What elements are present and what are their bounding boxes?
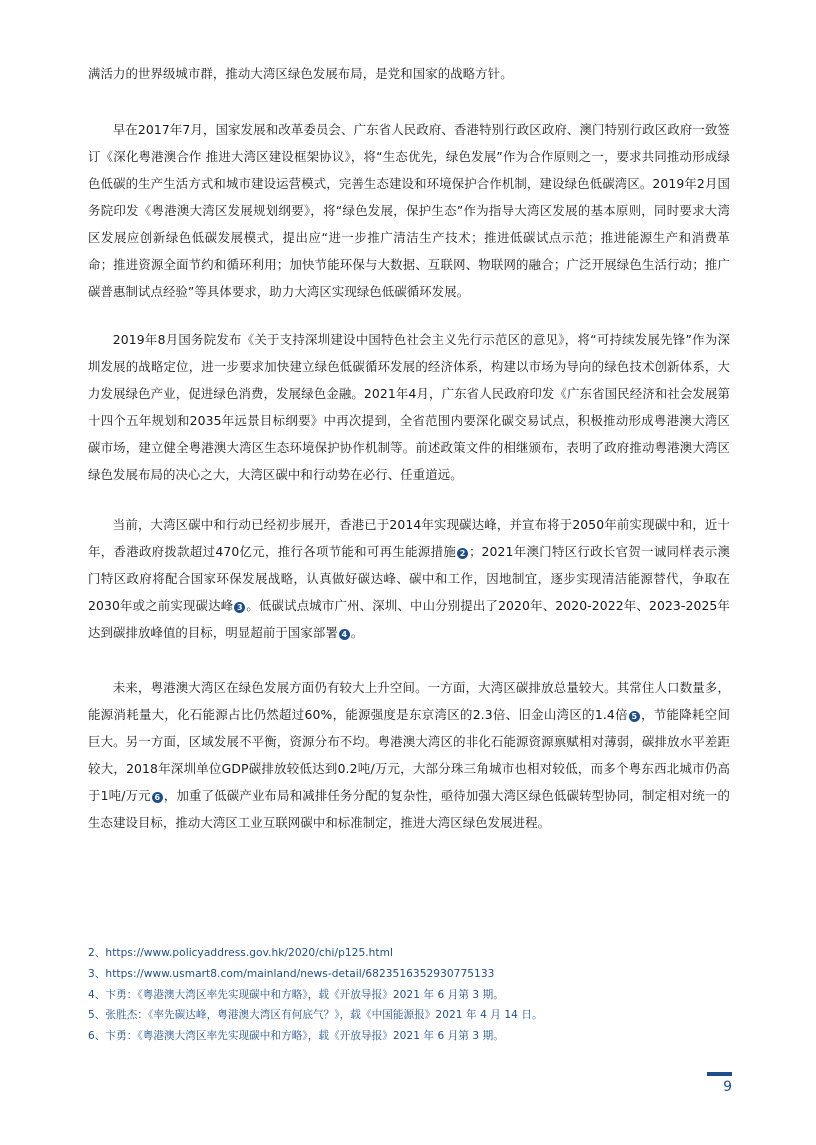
paragraph-text: 。低碳试点城市广州、深圳、中山分别提出了2020年、2020-2022年、2023-2025年达到碳排放峰值的目标，明显超前于国家部署 <box>88 598 730 640</box>
footnotes <box>88 943 728 1047</box>
footnote: 4、卞勇：《粤港澳大湾区率先实现碳中和方略》，载《开放导报》2021 年 6 月第 3 期。 <box>88 988 504 1001</box>
footnote-marker[interactable]: 6 <box>152 792 163 803</box>
paragraph-text: ，节能降耗空间巨大。另一方面，区域发展不平衡，资源分布不均。粤港澳大湾区的非化石能源资源禀赋相对薄弱，碳排放水平差距较大，2018年深圳单位GDP碳排放较低达到0.2吨/万元，大部分珠三角城市也相对较低，而多个粤东西北城市仍高于1吨/万元 <box>88 707 730 803</box>
paragraph-text: ；2021年澳门特区行政长官贺一诚同样表示澳门特区政府将配合国家环保发展战略，认真做好碳达峰、碳中和工作，因地制宜，逐步实现清洁能源替代，争取在2030年或之前实现碳达峰 <box>88 544 730 613</box>
footnote: 6、卞勇：《粤港澳大湾区率先实现碳中和方略》，载《开放导报》2021 年 6 月第 3 期。 <box>88 1030 504 1043</box>
paragraph-text: ，加重了低碳产业布局和减排任务分配的复杂性，亟待加强大湾区绿色低碳转型协同，制定相对统一的生态建设目标，推动大湾区工业互联网碳中和标准制定，推进大湾区绿色发展进程。 <box>88 788 730 830</box>
paragraph-text: 。 <box>350 625 364 640</box>
footnote-marker[interactable]: 4 <box>339 629 350 640</box>
paragraph <box>88 326 730 488</box>
footnote-marker[interactable]: 2 <box>457 548 468 559</box>
footnote[interactable]: 2、https://www.policyaddress.gov.hk/2020/chi/p125.html <box>88 947 393 959</box>
paragraph <box>88 674 730 836</box>
paragraph <box>88 60 730 87</box>
paragraph <box>88 116 730 305</box>
paragraph-text: 未来，粤港澳大湾区在绿色发展方面仍有较大上升空间。一方面，大湾区碳排放总量较大。其常住人口数量多，能源消耗量大，化石能源占比仍然超过60%，能源强度是东京湾区的2.3倍、旧金山湾区的1.4倍 <box>88 680 730 722</box>
paragraph-text: 当前，大湾区碳中和行动已经初步展开，香港已于2014年实现碳达峰，并宣布将于2050年前实现碳中和，近十年，香港政府拨款超过470亿元，推行各项节能和可再生能源措施 <box>88 517 730 559</box>
paragraph-text: 2019年8月国务院发布《关于支持深圳建设中国特色社会主义先行示范区的意见》，将“可持续发展先锋”作为深圳发展的战略定位，进一步要求加快建立绿色低碳循环发展的经济体系，构建以市场为导向的绿色技术创新体系，大力发展绿色产业，促进绿色消费，发展绿色金融。2021年4月，广东省人民政府印发《广东省国民经济和社会发展第十四个五年规划和2035年远景目标纲要》中再次提到，全省范围内要深化碳交易试点，积极推动形成粤港澳大湾区碳市场，建立健全粤港澳大湾区生态环境保护协作机制等。前述政策文件的相继颁布，表明了政府推动粤港澳大湾区绿色发展布局的决心之大，大湾区碳中和行动势在必行、任重道远。 <box>88 332 730 482</box>
footnote-marker[interactable]: 3 <box>234 602 245 613</box>
footnote: 5、张胜杰：《率先碳达峰，粤港澳大湾区有何底气？》，载《中国能源报》2021 年 4 月 14 日。 <box>88 1009 543 1022</box>
paragraph-text: 早在2017年7月，国家发展和改革委员会、广东省人民政府、香港特别行政区政府、澳门特别行政区政府一致签订《深化粤港澳合作 推进大湾区建设框架协议》，将“生态优先，绿色发展”作为合作原则之一，要求共同推动形成绿色低碳的生产生活方式和城市建设运营模式，完善生态建设和环境保护合作机制，建设绿色低碳湾区。2019年2月国务院印发《粤港澳大湾区发展规划纲要》，将“绿色发展，保护生态”作为指导大湾区发展的基本原则，同时要求大湾区发展应创新绿色低碳发展模式，提出应“进一步推广清洁生产技术；推进低碳试点示范；推进能源生产和消费革命；推进资源全面节约和循环利用；加快节能环保与大数据、互联网、物联网的融合；广泛开展绿色生活行动；推广碳普惠制试点经验”等具体要求，助力大湾区实现绿色低碳循环发展。 <box>88 122 730 299</box>
paragraph-text: 满活力的世界级城市群，推动大湾区绿色发展布局，是党和国家的战略方针。 <box>88 66 513 81</box>
footnote-marker[interactable]: 5 <box>629 711 640 722</box>
page-number: 9 <box>723 1079 732 1095</box>
footnote[interactable]: 3、https://www.usmart8.com/mainland/news-detail/6823516352930775133 <box>88 967 495 980</box>
page-number-bar <box>707 1072 732 1076</box>
paragraph <box>88 511 730 646</box>
